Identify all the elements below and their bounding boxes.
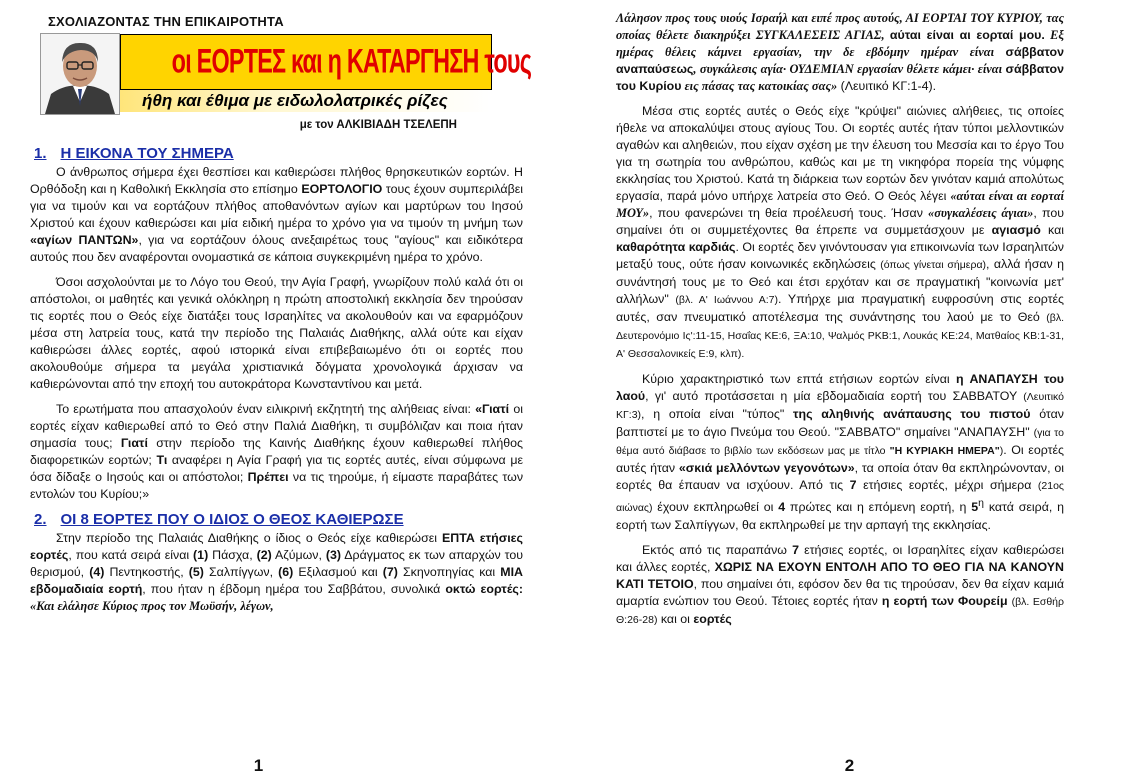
paragraph: Εκτός από τις παραπάνω 7 ετήσιες εορτές, οι Ισραηλίτες είχαν καθιερώσει και άλλες εορτές, ΧΩΡΙΣ ΝΑ ΕΧΟΥΝ ΕΝΤΟΛΗ ΑΠΟ ΤΟ ΘΕΟ ΓΙΑ ΝΑ ΚΑΝΟΥΝ ΚΑΤΙ ΤΕΤΟΙΟ, που σημαίνει ότι, εφόσον δεν θα τις τηρούσαν, δεν θα είχαν καμιά αμαρτία ενώπιον του Θεού. Τέτοιες εορτές ήταν η εορτή των Φουρείμ (βλ. Εσθήρ Θ:26-28) και οι εορτές [616,543,1065,627]
header-banner [40,33,532,113]
section-1-title: 1. Η ΕΙΚΟΝΑ ΤΟΥ ΣΗΜΕΡΑ [34,145,234,162]
paragraph: Ο άνθρωπος σήμερα έχει θεσπίσει και καθιερώσει πλήθος θρησκευτικών εορτών. Η Ορθόδοξη και η Καθολική Εκκλησία στο επίσημο ΕΟΡΤΟΛΟΓΙΟ τους έχουν συμπεριλάβει για να τιμούν και να εορτάζουν πλήθος αποθανόντων αγίων και μαρτύρων του Ιησού Χριστού και έχουν καθιερώσει και μία ειδική ημέρα το χρόνο για να τιμούν τη μνήμη των «αγίων ΠΑΝΤΩΝ», για να εορτάζουν όλους ανεξαιρέτως τους "αγίους" και ειδικότερα αυτούς που δεν αναφέρονται ονομαστικά σε κάποια συγκεκριμένη ημέρα το χρόνο. [30,165,523,264]
headline-subtitle: ήθη και έθιμα με ειδωλολατρικές ρίζες [120,90,490,112]
page-number: 1 [253,756,264,775]
author-byline: με τον ΑΛΚΙΒΙΑΔΗ ΤΣΕΛΕΠΗ [299,119,457,131]
paragraph: Στην περίοδο της Παλαιάς Διαθήκης ο ίδιος ο Θεός είχε καθιερώσει ΕΠΤΑ ετήσιες εορτές, που κατά σειρά είναι (1) Πάσχα, (2) Αζύμων, (3) Δράγματος εκ των απαρχών του θερισμού, (4) Πεντηκοστής, (5) Σαλπίγγων, (6) Εξιλασμού και (7) Σκηνοπηγίας και ΜΙΑ εβδομαδιαία εορτή, που ήταν η έβδομη ημέρα του Σαββάτου, συνολικά οκτώ εορτές: «Και ελάλησε Κύριος προς τον Μωϋσήν, λέγων, [30,531,524,613]
column-kicker: ΣΧΟΛΙΑΖΟΝΤΑΣ ΤΗΝ ΕΠΙΚΑΙΡΟΤΗΤΑ [48,14,284,29]
author-photo [40,33,120,115]
paragraph: Το ερωτήματα που απασχολούν έναν ειλικρινή εκζητητή της αλήθειας είναι: «Γιατί οι εορτές είχαν καθιερωθεί από το Θεό στην Παλιά Διαθήκη, τι συμβόλιζαν και ποια ήταν σημασία τους; Γιατί στην περίοδο της Καινής Διαθήκης έχουν καθιερωθεί πλήθος διαφορετικών εορτών; Τι αναφέρει η Αγία Γραφή για τις εορτές αυτές, είναι σύμφωνα με όσα δίδαξε ο Ιησούς και οι απόστολοι; Πρέπει να τις τηρούμε, ή είμαστε παραβάτες των εντολών του Κυρίου;» [30,402,524,501]
page-number: 2 [844,756,855,775]
section-2-title: 2. ΟΙ 8 ΕΟΡΤΕΣ ΠΟΥ Ο ΙΔΙΟΣ Ο ΘΕΟΣ ΚΑΘΙΕΡΩΣΕ [34,511,404,528]
author-portrait-icon [41,34,119,114]
main-headline: οι ΕΟΡΤΕΣ και η ΚΑΤΑΡΓΗΣΗ τους [120,34,492,90]
page-left [0,0,553,780]
paragraph: Κύριο χαρακτηριστικό των επτά ετήσιων εορτών είναι η ΑΝΑΠΑΥΣΗ του λαού, γι' αυτό προτάσσεται η μία εβδομαδιαία εορτή του ΣΑΒΒΑΤΟΥ (Λευιτικό ΚΓ:3), η οποία είναι "τύπος" της αληθινής ανάπαυσης του πιστού όταν βαπτιστεί με το άγιο Πνεύμα του Θεού. "ΣΑΒΒΑΤΟ" σημαίνει "ΑΝΑΠΑΥΣΗ" (για το θέμα αυτό διάβασε το βιβλίο των εκδόσεων μας με τίτλο "Η ΚΥΡΙΑΚΗ ΗΜΕΡΑ"). Οι εορτές αυτές ήταν «σκιά μελλόντων γεγονότων», τα οποία όταν θα εκπληρώνονταν, οι εορτές θα έπαυαν να ισχύουν. Από τις 7 ετήσιες εορτές, μέχρι σήμερα (21ος αιώνας) έχουν εκπληρωθεί οι 4 πρώτες και η επόμενη εορτή, η $5^\eta$ κατά σειρά, η εορτή των Σαλπίγγων, θα εκπληρωθεί με την αρπαγή της εκκλησίας. [616,372,1064,533]
paragraph: Μέσα στις εορτές αυτές ο Θεός είχε "κρύψει" αιώνιες αλήθειες, τις οποίες ήθελε να αποκαλύψει στους αγίους Του. Οι εορτές αυτές ήταν τύποι μελλοντικών αγαθών και αληθειών, που είχαν σχέση με την έλευση του Μεσσία και το έργο Του για τη σωτηρία του ανθρώπου, καθώς και με τη νικηφόρα πορεία της νύμφης εκκλησίας του Χριστού. Κατά τη διάρκεια των εορτών δεν γινόταν καμιά απολύτως εργασία, παρά μόνο υπήρχε λατρεία στο Θεό. Ο Θεός λέγει «αύται είναι αι εορταί ΜΟΥ», που φανερώνει τη θεία προέλευσή τους. Ήσαν «συγκαλέσεις άγιαι», που σημαίνει ότι οι συμμετέχοντες θα έπρεπε να συμμετάσχουν με αγιασμό και καθαρότητα καρδιάς. Οι εορτές δεν γινόντουσαν για επικοινωνία των Ισραηλιτών μεταξύ τους, ούτε ήσαν κοινωνικές εκδηλώσεις (όπως γίνεται σήμερα), αλλά ήσαν η συνάντησή τους με το Θεό και έτσι ερχόταν και σε πραγματική "κοινωνία μετ' αλλήλων" (βλ. Α' Ιωάννου Α:7). Υπήρχε μια πραγματική ευφροσύνη στις εορτές αυτές, σαν πνευματικό αποτέλεσμα της συνάντησης του λαού με το Θεό (βλ. Δευτερονόμιο Ις':11-15, Ησαΐας ΚΕ:6, ΞΑ:10, Ψαλμός ΡΚΒ:1, Λουκάς ΚΕ:24, Ματθαίος ΚΒ:1-31, Α' Θεσσαλονικείς Ε:9, κλπ). [616,104,1065,360]
scripture-quote: Λάλησον προς τους υιούς Ισραήλ και ειπέ προς αυτούς, ΑΙ ΕΟΡΤΑΙ ΤΟΥ ΚΥΡΙΟΥ, τας οποίας θέλετε διακηρύξει ΣΥΓΚΑΛΕΣΕΙΣ ΑΓΙΑΣ, αύται είναι αι εορταί μου. Εξ ημέρας θέλεις κάμνει εργασίαν, την δε εβδόμην ημέραν είναι σάββατον αναπαύσεως, συγκάλεσις αγία· ΟΥΔΕΜΙΑΝ εργασίαν θέλετε κάμει· είναι σάββατον του Κυρίου εις πάσας τας κατοικίας σας» (Λευιτικό ΚΓ:1-4). [616,11,1064,93]
page-right [553,0,1106,780]
paragraph: Όσοι ασχολούνται με το Λόγο του Θεού, την Αγία Γραφή, γνωρίζουν πολύ καλά ότι οι απόστολοι, οι μαθητές και γενικά ολόκληρη η πρώτη αποστολική εκκλησία δεν τηρούσαν τις εορτές που ο Θεός είχε διατάξει τους Ισραηλίτες να ακολουθούν και να εφαρμόζουν μέσα στη λατρεία τους, κατά την περίοδο της Παλαιάς Διαθήκης, αλλά ούτε και είχαν καθιερώσει άλλες εορτές, αφού ιστορικά είναι επιβεβαιωμένο ότι οι εορτές που ακολουθούμε σήμερα τα μεγάλα χριστιανικά δόγματα χρονολογικά άρχισαν να καθιερώνονται από την εποχή του αυτοκράτορα Κωνσταντίνου και μετά. [30,275,523,391]
